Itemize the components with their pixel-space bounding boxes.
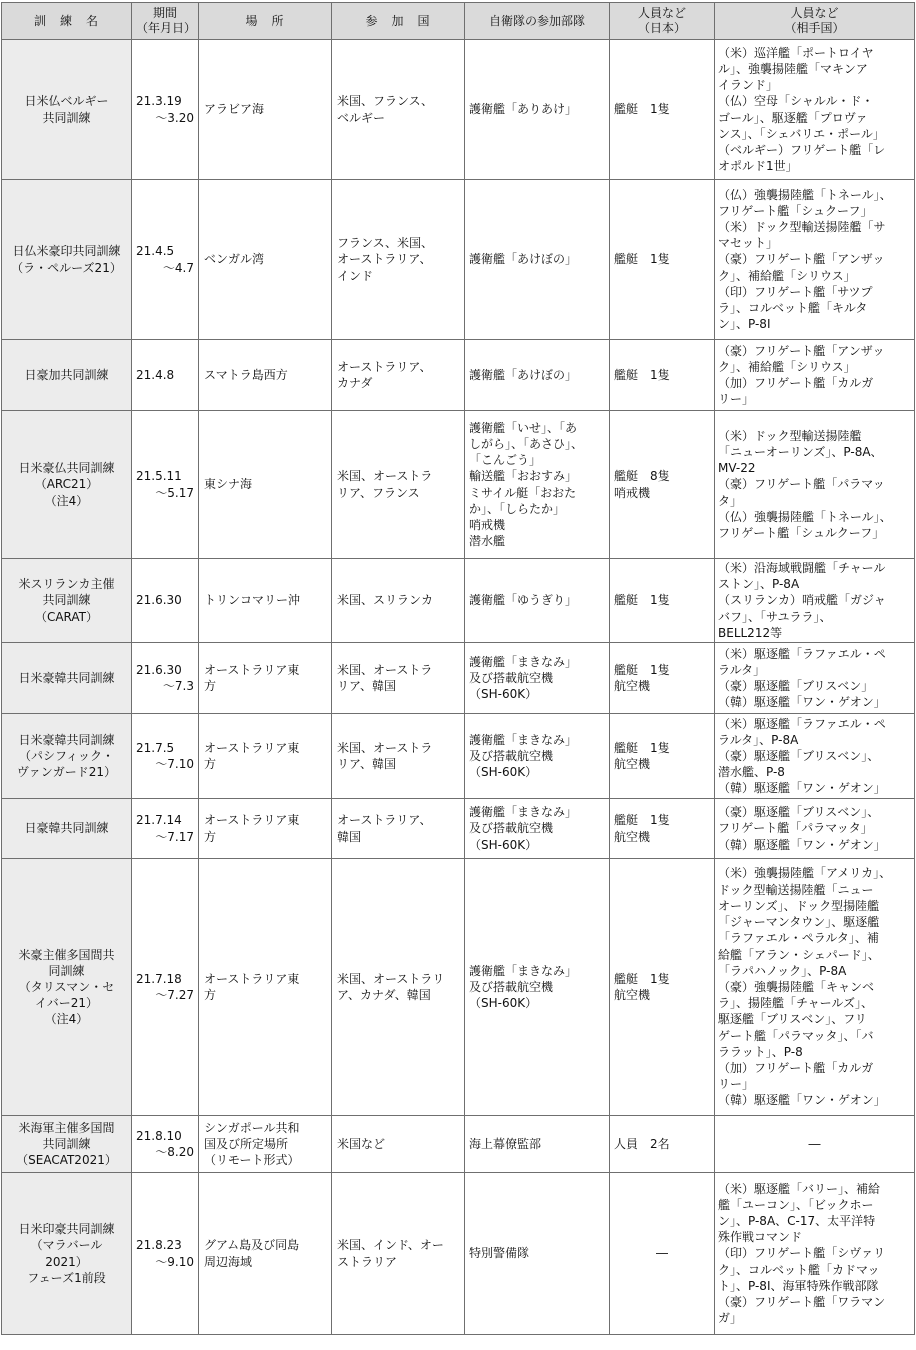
table-row bbox=[2, 859, 915, 1116]
period-line: ～7.17 bbox=[155, 829, 194, 844]
jsdf-units-line: 護衛艦「あけぼの」 bbox=[469, 367, 578, 382]
header-personnel-partners: 人員など （相手国） bbox=[715, 3, 915, 40]
personnel-partners-cell bbox=[715, 1116, 915, 1173]
place-cell bbox=[199, 40, 332, 180]
personnel-partners-line: ララット」、P-8 bbox=[718, 1044, 803, 1059]
table-row bbox=[2, 559, 915, 643]
place-cell bbox=[199, 799, 332, 859]
personnel-japan-line: 艦艇 1隻 bbox=[614, 740, 670, 755]
jsdf-units-line: しがら」、「あさひ」、 bbox=[469, 436, 584, 451]
period-line: 21.3.19 bbox=[136, 94, 182, 109]
personnel-japan-cell bbox=[610, 180, 715, 340]
period-cell bbox=[132, 1116, 199, 1173]
personnel-japan-line: 航空機 bbox=[614, 829, 651, 844]
place-line: オーストラリア東 bbox=[204, 662, 300, 677]
countries-line: オーストラリア、 bbox=[337, 359, 432, 374]
personnel-partners-line: リー」 bbox=[718, 1077, 755, 1092]
personnel-partners-cell bbox=[715, 859, 915, 1116]
countries-cell bbox=[332, 559, 465, 643]
period-line: 21.8.23 bbox=[136, 1238, 182, 1253]
period-cell bbox=[132, 859, 199, 1116]
period-line: 21.6.30 bbox=[136, 593, 182, 608]
training-name-line: 共同訓練 bbox=[42, 593, 91, 608]
countries-line: リア、韓国 bbox=[337, 679, 397, 694]
countries-cell bbox=[332, 40, 465, 180]
personnel-partners-line: オポルド1世」 bbox=[718, 159, 798, 174]
personnel-partners-line: （豪）駆逐艦「ブリスベン」、 bbox=[718, 805, 880, 820]
period-line: 21.7.14 bbox=[136, 813, 182, 828]
training-name-line: （パシフィック・ bbox=[18, 748, 115, 763]
personnel-japan-line: 航空機 bbox=[614, 679, 651, 694]
table-row bbox=[2, 180, 915, 340]
jsdf-units-cell bbox=[465, 559, 610, 643]
header-personnel-japan: 人員など （日本） bbox=[610, 3, 715, 40]
place-cell bbox=[199, 643, 332, 714]
training-name-line: 日米豪仏共同訓練 bbox=[18, 461, 115, 476]
personnel-japan-cell bbox=[610, 1173, 715, 1335]
header-countries: 参 加 国 bbox=[332, 3, 465, 40]
personnel-partners-line: （韓）駆逐艦「ワン・ゲオン」 bbox=[718, 781, 886, 796]
period-cell bbox=[132, 714, 199, 799]
countries-line: 米国、オーストラ bbox=[337, 662, 433, 677]
countries-line: 米国、オーストラリ bbox=[337, 971, 445, 986]
jsdf-units-line: 護衛艦「ゆうぎり」 bbox=[469, 593, 578, 608]
personnel-partners-line: ンス」、「シェバリエ・ポール」 bbox=[718, 126, 885, 141]
personnel-partners-line: （加）フリゲート艦「カルガ bbox=[718, 376, 874, 390]
personnel-partners-line: ク」、コルベット艦「カドマッ bbox=[718, 1262, 880, 1277]
countries-cell bbox=[332, 340, 465, 411]
header-jsdf-units: 自衛隊の参加部隊 bbox=[465, 3, 610, 40]
personnel-partners-cell bbox=[715, 411, 915, 559]
training-name-line: （ラ・ペルーズ21） bbox=[11, 260, 122, 275]
personnel-japan-line: 艦艇 1隻 bbox=[614, 593, 670, 608]
personnel-partners-cell bbox=[715, 1173, 915, 1335]
personnel-partners-line: （仏）強襲揚陸艦「トネール」、 bbox=[718, 187, 892, 202]
countries-line: ストラリア bbox=[337, 1254, 398, 1269]
training-name-cell bbox=[2, 1173, 132, 1335]
header-period: 期間 （年月日） bbox=[132, 3, 199, 40]
jsdf-units-line: 護衛艦「まきなみ」 bbox=[469, 732, 578, 747]
personnel-partners-line: （米）強襲揚陸艦「アメリカ」、 bbox=[718, 866, 892, 881]
place-line: 方 bbox=[204, 829, 217, 844]
countries-cell bbox=[332, 1116, 465, 1173]
personnel-partners-line: ストン」、P-8A bbox=[718, 577, 800, 592]
countries-line: オーストラリア、 bbox=[337, 813, 432, 828]
personnel-japan-cell bbox=[610, 799, 715, 859]
place-cell bbox=[199, 714, 332, 799]
place-line: 国及び所定場所 bbox=[204, 1136, 289, 1151]
jsdf-units-line: （SH-60K） bbox=[469, 837, 538, 852]
place-cell bbox=[199, 1173, 332, 1335]
personnel-japan-cell bbox=[610, 340, 715, 411]
countries-line: 韓国 bbox=[337, 829, 362, 844]
jsdf-units-line: ミサイル艇「おおた bbox=[469, 485, 577, 500]
personnel-partners-line: リー」 bbox=[718, 392, 755, 407]
period-cell bbox=[132, 1173, 199, 1335]
jsdf-units-line: 特別警備隊 bbox=[469, 1246, 530, 1261]
period-cell bbox=[132, 559, 199, 643]
personnel-partners-line: BELL212等 bbox=[718, 625, 783, 640]
personnel-partners-line: 艦「ユーコン」、「ビックホー bbox=[718, 1197, 874, 1212]
personnel-partners-cell bbox=[715, 40, 915, 180]
training-name-line: フェーズ1前段 bbox=[27, 1270, 106, 1285]
personnel-partners-line: （豪）強襲揚陸艦「キャンベ bbox=[718, 979, 875, 994]
personnel-partners-line: 給艦「アラン・シェパード」、 bbox=[718, 947, 880, 962]
table-row bbox=[2, 40, 915, 180]
jsdf-units-line: 哨戒機 bbox=[469, 517, 506, 532]
countries-line: オーストラリア、 bbox=[337, 252, 432, 267]
jsdf-units-cell bbox=[465, 180, 610, 340]
training-name-line: 日豪韓共同訓練 bbox=[24, 821, 109, 836]
training-name-cell bbox=[2, 180, 132, 340]
training-table bbox=[1, 2, 915, 1335]
training-name-line: （注4） bbox=[44, 1012, 89, 1027]
personnel-partners-line: ン」、P-8A、C-17、太平洋特 bbox=[718, 1214, 876, 1228]
personnel-partners-line: バフ」、「サユララ」、 bbox=[718, 609, 832, 624]
header-name: 訓 練 名 bbox=[2, 3, 132, 40]
personnel-partners-cell bbox=[715, 559, 915, 643]
period-line: ～3.20 bbox=[155, 110, 194, 125]
training-name-line: （SEACAT2021） bbox=[16, 1153, 117, 1168]
period-line: 21.4.5 bbox=[136, 244, 175, 259]
training-name-line: （タリスマン・セ bbox=[18, 979, 115, 994]
personnel-partners-line: ラルタ」 bbox=[718, 662, 766, 677]
period-line: ～7.10 bbox=[155, 757, 194, 772]
training-name-cell bbox=[2, 799, 132, 859]
period-line: ～5.17 bbox=[155, 485, 194, 500]
personnel-japan-cell bbox=[610, 411, 715, 559]
jsdf-units-cell bbox=[465, 799, 610, 859]
personnel-partners-line: （米）ドック型輸送揚陸艦「サ bbox=[718, 219, 886, 234]
place-line: オーストラリア東 bbox=[204, 740, 300, 755]
personnel-partners-line: 「ラファエル・ペラルタ」、補 bbox=[718, 931, 879, 946]
table-row bbox=[2, 799, 915, 859]
personnel-japan-cell bbox=[610, 1116, 715, 1173]
training-name-line: 日米豪韓共同訓練 bbox=[18, 732, 115, 747]
personnel-partners-line: ラルタ」、P-8A bbox=[718, 732, 799, 747]
training-name-line: 日米印豪共同訓練 bbox=[18, 1222, 115, 1237]
personnel-partners-line: 「ジャーマンタウン」、駆逐艦 bbox=[718, 915, 880, 930]
personnel-partners-line: ゴール」、駆逐艦「プロヴァ bbox=[718, 110, 868, 125]
jsdf-units-cell bbox=[465, 714, 610, 799]
countries-line: リア、韓国 bbox=[337, 757, 397, 772]
place-line: オーストラリア東 bbox=[204, 813, 300, 828]
personnel-partners-line: ク」、補給艦「シリウス」 bbox=[718, 268, 856, 283]
period-cell bbox=[132, 340, 199, 411]
personnel-partners-cell bbox=[715, 643, 915, 714]
place-line: グアム島及び同島 bbox=[204, 1238, 300, 1253]
personnel-partners-line: ガ」 bbox=[718, 1311, 743, 1326]
personnel-japan-line: 艦艇 1隻 bbox=[614, 252, 670, 267]
countries-line: インド bbox=[337, 268, 374, 283]
personnel-partners-line: MV-22 bbox=[718, 461, 756, 476]
jsdf-units-cell bbox=[465, 859, 610, 1116]
period-line: 21.8.10 bbox=[136, 1128, 182, 1143]
training-name-line: 同訓練 bbox=[48, 963, 85, 978]
personnel-partners-line: ラ」、揚陸艦「チャールズ」、 bbox=[718, 996, 874, 1011]
countries-line: ベルギー bbox=[337, 110, 386, 125]
jsdf-units-line: 護衛艦「まきなみ」 bbox=[469, 805, 578, 820]
period-line: 21.6.30 bbox=[136, 662, 182, 677]
personnel-partners-line: （米）駆逐艦「ラファエル・ペ bbox=[718, 646, 886, 661]
place-line: トリンコマリー沖 bbox=[204, 593, 301, 608]
place-line: ベンガル湾 bbox=[204, 252, 265, 267]
jsdf-units-cell bbox=[465, 40, 610, 180]
place-cell bbox=[199, 411, 332, 559]
personnel-partners-line: （印）フリゲート艦「シヴァリ bbox=[718, 1246, 886, 1261]
training-name-line: 日豪加共同訓練 bbox=[24, 367, 109, 382]
place-line: 東シナ海 bbox=[204, 477, 253, 492]
personnel-japan-line: 哨戒機 bbox=[614, 485, 651, 500]
period-line: 21.5.11 bbox=[136, 469, 182, 484]
training-name-line: 2021） bbox=[45, 1254, 88, 1269]
place-line: シンガポール共和 bbox=[204, 1120, 300, 1135]
personnel-partners-line: （米）巡洋艦「ポートロイヤ bbox=[718, 45, 874, 60]
personnel-partners-line: ドック型輸送揚陸艦「ニュー bbox=[718, 882, 874, 897]
period-cell bbox=[132, 799, 199, 859]
jsdf-units-line: （SH-60K） bbox=[469, 687, 538, 702]
period-line: 21.7.18 bbox=[136, 971, 182, 986]
jsdf-units-line: 潜水艦 bbox=[469, 534, 506, 549]
countries-cell bbox=[332, 643, 465, 714]
personnel-partners-line: ン」、P-8I bbox=[718, 317, 771, 332]
jsdf-units-cell bbox=[465, 643, 610, 714]
personnel-partners-cell bbox=[715, 799, 915, 859]
place-cell bbox=[199, 340, 332, 411]
training-name-cell bbox=[2, 340, 132, 411]
jsdf-units-cell bbox=[465, 340, 610, 411]
countries-cell bbox=[332, 180, 465, 340]
countries-line: ア、カナダ、韓国 bbox=[337, 988, 431, 1003]
training-name-cell bbox=[2, 714, 132, 799]
personnel-partners-line: ト」、P-8I、海軍特殊作戦部隊 bbox=[718, 1278, 879, 1293]
training-name-line: （CARAT） bbox=[34, 609, 99, 624]
jsdf-units-line: 護衛艦「いせ」、「あ bbox=[469, 420, 578, 435]
personnel-japan-line: 艦艇 8隻 bbox=[614, 469, 670, 484]
personnel-partners-line: （豪）フリゲート艦「アンザッ bbox=[718, 252, 885, 267]
jsdf-units-line: 護衛艦「まきなみ」 bbox=[469, 654, 578, 669]
period-cell bbox=[132, 180, 199, 340]
personnel-partners-line: 殊作戦コマンド bbox=[718, 1230, 803, 1245]
personnel-partners-line: （米）ドック型輸送揚陸艦 bbox=[718, 428, 862, 443]
personnel-partners-line: ゲート艦「パラマッタ」、「バ bbox=[718, 1028, 874, 1043]
personnel-partners-line: （韓）駆逐艦「ワン・ゲオン」 bbox=[718, 837, 886, 852]
countries-line: 米国、オーストラ bbox=[337, 740, 433, 755]
personnel-japan-line: 航空機 bbox=[614, 988, 651, 1003]
training-name-line: 日米仏ベルギー bbox=[24, 94, 109, 109]
personnel-partners-line: ク」、補給艦「シリウス」 bbox=[718, 359, 856, 374]
personnel-partners-line: （スリランカ）哨戒艦「ガジャ bbox=[718, 593, 886, 608]
place-line: オーストラリア東 bbox=[204, 971, 300, 986]
personnel-partners-line: （米）駆逐艦「バリー」、補給 bbox=[718, 1181, 881, 1196]
place-line: 周辺海域 bbox=[204, 1254, 253, 1269]
countries-cell bbox=[332, 714, 465, 799]
jsdf-units-line: 護衛艦「ありあけ」 bbox=[469, 102, 578, 117]
training-name-cell bbox=[2, 40, 132, 180]
personnel-partners-line: イランド」 bbox=[718, 78, 779, 93]
personnel-partners-line: （韓）駆逐艦「ワン・ゲオン」 bbox=[718, 695, 886, 710]
period-line: ～9.10 bbox=[155, 1254, 194, 1269]
training-name-line: （注4） bbox=[44, 493, 89, 508]
period-cell bbox=[132, 411, 199, 559]
training-name-line: 米豪主催多国間共 bbox=[18, 947, 115, 962]
table-row bbox=[2, 411, 915, 559]
training-name-line: 日米豪韓共同訓練 bbox=[18, 670, 115, 685]
header-row bbox=[2, 3, 915, 40]
training-name-cell bbox=[2, 559, 132, 643]
personnel-partners-line: マセット」 bbox=[718, 236, 779, 251]
personnel-japan-line: 艦艇 1隻 bbox=[614, 102, 670, 117]
header-place: 場 所 bbox=[199, 3, 332, 40]
place-line: スマトラ島西方 bbox=[204, 367, 288, 382]
personnel-partners-line: （ベルギー）フリゲート艦「レ bbox=[718, 142, 886, 157]
personnel-japan-cell bbox=[610, 643, 715, 714]
personnel-partners-line: （仏）空母「シャルル・ド・ bbox=[718, 94, 874, 109]
personnel-partners-cell bbox=[715, 714, 915, 799]
personnel-partners-line: （加）フリゲート艦「カルガ bbox=[718, 1060, 874, 1075]
training-name-cell bbox=[2, 411, 132, 559]
jsdf-units-line: 護衛艦「あけぼの」 bbox=[469, 252, 578, 267]
personnel-partners-line: （仏）強襲揚陸艦「トネール」、 bbox=[718, 509, 892, 524]
jsdf-units-line: （SH-60K） bbox=[469, 765, 538, 780]
personnel-japan-cell bbox=[610, 40, 715, 180]
place-cell bbox=[199, 1116, 332, 1173]
personnel-partners-line: （豪）フリゲート艦「ワラマン bbox=[718, 1295, 886, 1310]
personnel-partners-line: 駆逐艦「ブリスベン」、フリ bbox=[718, 1012, 867, 1027]
personnel-partners-line: 潜水艦、P-8 bbox=[718, 765, 785, 780]
training-name-line: 米海軍主催多国間 bbox=[18, 1120, 115, 1135]
jsdf-units-line: （SH-60K） bbox=[469, 996, 538, 1011]
personnel-partners-line: タ」 bbox=[718, 493, 743, 508]
countries-line: リア、フランス bbox=[337, 485, 420, 500]
training-name-line: （ARC21） bbox=[34, 477, 99, 492]
personnel-partners-line: 「ニューオーリンズ」、P-8A、 bbox=[718, 444, 883, 459]
jsdf-units-line: 輸送艦「おおすみ」 bbox=[469, 469, 578, 484]
table-row bbox=[2, 340, 915, 411]
period-line: 21.4.8 bbox=[136, 367, 175, 382]
jsdf-units-line: 及び搭載航空機 bbox=[469, 821, 554, 836]
personnel-japan-line: 艦艇 1隻 bbox=[614, 813, 670, 828]
personnel-partners-line: （豪）フリゲート艦「パラマッ bbox=[718, 477, 885, 492]
countries-line: 米国など bbox=[337, 1136, 386, 1151]
training-name-cell bbox=[2, 1116, 132, 1173]
personnel-japan-line: 人員 2名 bbox=[614, 1136, 670, 1151]
personnel-japan-line: 艦艇 1隻 bbox=[614, 662, 670, 677]
training-name-cell bbox=[2, 859, 132, 1116]
personnel-japan-line: 艦艇 1隻 bbox=[614, 367, 670, 382]
place-cell bbox=[199, 559, 332, 643]
jsdf-units-line: か」、「しらたか」 bbox=[469, 501, 566, 516]
jsdf-units-line: 及び搭載航空機 bbox=[469, 748, 554, 763]
countries-cell bbox=[332, 859, 465, 1116]
personnel-partners-line: オーリンズ」、ドック型揚陸艦 bbox=[718, 898, 880, 913]
countries-cell bbox=[332, 799, 465, 859]
place-line: 方 bbox=[204, 757, 217, 772]
countries-cell bbox=[332, 411, 465, 559]
period-line: 21.7.5 bbox=[136, 740, 175, 755]
place-line: 方 bbox=[204, 988, 217, 1003]
countries-cell bbox=[332, 1173, 465, 1335]
countries-line: 米国、スリランカ bbox=[337, 593, 434, 608]
period-line: ～7.27 bbox=[155, 988, 194, 1003]
personnel-partners-line: ル」、強襲揚陸艦「マキンア bbox=[718, 61, 868, 76]
countries-line: 米国、オーストラ bbox=[337, 469, 433, 484]
countries-line: 米国、フランス、 bbox=[337, 94, 434, 109]
table-row bbox=[2, 1173, 915, 1335]
personnel-partners-cell bbox=[715, 180, 915, 340]
place-cell bbox=[199, 180, 332, 340]
place-line: アラビア海 bbox=[204, 102, 265, 117]
personnel-partners-line: フリゲート艦「シュルクーフ」 bbox=[718, 526, 885, 540]
personnel-japan-cell bbox=[610, 714, 715, 799]
period-cell bbox=[132, 40, 199, 180]
training-name-line: 共同訓練 bbox=[42, 1136, 91, 1151]
jsdf-units-line: 海上幕僚監部 bbox=[469, 1136, 542, 1151]
training-name-line: （マラバール bbox=[30, 1238, 103, 1253]
jsdf-units-cell bbox=[465, 411, 610, 559]
period-line: ～7.3 bbox=[162, 679, 194, 694]
personnel-partners-line: （印）フリゲート艦「サツプ bbox=[718, 284, 873, 299]
period-line: ～8.20 bbox=[155, 1145, 194, 1160]
personnel-partners-line: ― bbox=[808, 1136, 821, 1151]
jsdf-units-line: 及び搭載航空機 bbox=[469, 670, 554, 685]
countries-line: カナダ bbox=[337, 376, 373, 390]
table-row bbox=[2, 643, 915, 714]
jsdf-units-cell bbox=[465, 1116, 610, 1173]
training-name-line: 共同訓練 bbox=[42, 110, 91, 125]
countries-line: フランス、米国、 bbox=[337, 236, 434, 251]
personnel-partners-line: フリゲート艦「シュクーフ」 bbox=[718, 203, 873, 218]
jsdf-units-line: 及び搭載航空機 bbox=[469, 979, 554, 994]
training-name-line: イバー21） bbox=[34, 996, 99, 1011]
personnel-partners-line: （豪）フリゲート艦「アンザッ bbox=[718, 343, 885, 358]
personnel-japan-cell bbox=[610, 559, 715, 643]
jsdf-units-line: 護衛艦「まきなみ」 bbox=[469, 963, 578, 978]
training-name-line: 米スリランカ主催 bbox=[18, 577, 115, 592]
personnel-partners-line: （米）沿海域戦闘艦「チャール bbox=[718, 561, 886, 575]
place-line: （リモート形式） bbox=[204, 1153, 300, 1168]
table-row bbox=[2, 1116, 915, 1173]
place-cell bbox=[199, 859, 332, 1116]
table-row bbox=[2, 714, 915, 799]
personnel-partners-line: ラ」、コルベット艦「キルタ bbox=[718, 301, 868, 315]
jsdf-units-cell bbox=[465, 1173, 610, 1335]
training-name-cell bbox=[2, 643, 132, 714]
jsdf-units-line: 「こんごう」 bbox=[469, 453, 542, 468]
personnel-japan-line: ― bbox=[656, 1246, 668, 1261]
place-line: 方 bbox=[204, 679, 217, 694]
personnel-japan-line: 艦艇 1隻 bbox=[614, 971, 670, 986]
personnel-partners-line: （韓）駆逐艦「ワン・ゲオン」 bbox=[718, 1093, 886, 1108]
countries-line: 米国、インド、オー bbox=[337, 1238, 444, 1253]
personnel-partners-line: フリゲート艦「パラマッタ」 bbox=[718, 821, 873, 836]
period-line: ～4.7 bbox=[162, 260, 194, 275]
personnel-japan-cell bbox=[610, 859, 715, 1116]
period-cell bbox=[132, 643, 199, 714]
training-name-line: ヴァンガード21） bbox=[16, 765, 117, 780]
personnel-partners-line: （豪）駆逐艦「ブリスベン」 bbox=[718, 679, 874, 694]
personnel-japan-line: 航空機 bbox=[614, 757, 651, 772]
training-name-line: 日仏米豪印共同訓練 bbox=[12, 244, 121, 259]
personnel-partners-line: 「ラパハノック」、P-8A bbox=[718, 963, 847, 978]
personnel-partners-cell bbox=[715, 340, 915, 411]
personnel-partners-line: （豪）駆逐艦「ブリスベン」、 bbox=[718, 748, 880, 763]
personnel-partners-line: （米）駆逐艦「ラファエル・ペ bbox=[718, 716, 886, 731]
